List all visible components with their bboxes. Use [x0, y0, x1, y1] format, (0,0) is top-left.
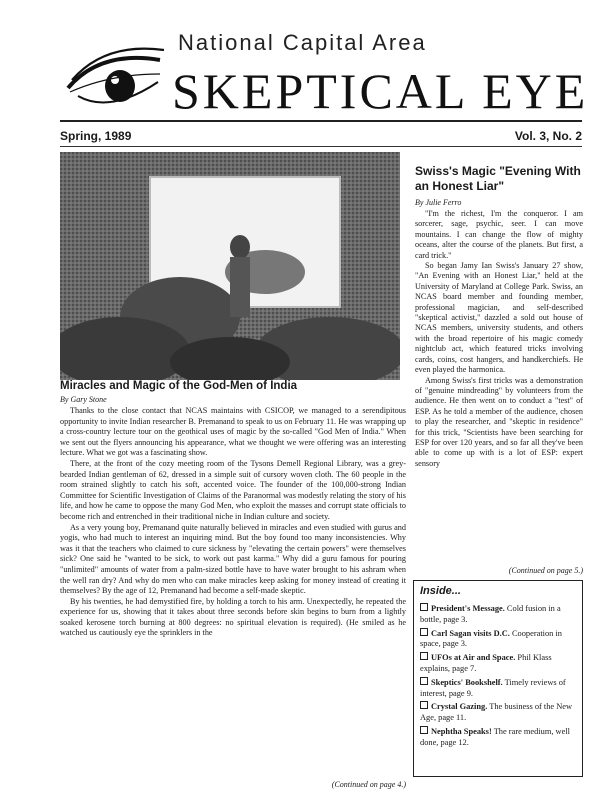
inside-item	[420, 628, 578, 651]
inside-item	[420, 726, 578, 749]
right-article-paragraph: So began Jamy Ian Swiss's January 27 show, "An Evening with an Honest Liar," held at the University of Maryland at College Park. Swiss, an NCAS board member and founding member, professional magician, and self-described "skeptical activist," dazzled a sold out house of NCAS members, university students, and others with the broad repertoire of his magic comedy nightclub act, which featured tricks involving cards, coins, cost hangers, and handkerchiefs. He even played the harmonica.	[415, 261, 583, 375]
eye-logo	[60, 30, 170, 120]
inside-item-rest: Cooperation in space, page 3.	[420, 628, 562, 649]
masthead-title: SKEPTICAL EYE	[172, 63, 589, 119]
inside-item-lead: UFOs at Air and Space.	[431, 653, 516, 663]
left-article-headline: Miracles and Magic of the God-Men of India	[60, 380, 298, 392]
masthead-rule	[60, 120, 582, 122]
inside-item	[420, 652, 578, 675]
right-article-headline: Swiss's Magic "Evening With an Honest Liar"	[415, 164, 581, 193]
left-article-byline: By Gary Stone	[60, 395, 107, 404]
checkbox-icon	[420, 603, 428, 611]
inside-item-lead: Skeptics' Bookshelf.	[431, 677, 503, 687]
inside-item	[420, 677, 578, 700]
inside-item-rest: The rare medium, well done, page 12.	[420, 726, 570, 747]
issue-date: Spring, 1989	[60, 129, 132, 143]
inside-list	[420, 603, 578, 751]
right-article-body	[415, 209, 583, 469]
inside-item-rest: Timely reviews of interest, page 9.	[420, 677, 566, 698]
checkbox-icon	[420, 628, 428, 636]
left-article-paragraph: As a very young boy, Premanand quite naturally believed in miracles and even studied with gurus and yogis, who had much to interest an inquiring mind. But the boy found too many inconsistencies. Why was it that the teachers who claimed to cure sickness by "elevating the certain powers" were themselves sick? One said he "wanted to be sick, to work out past karma." Why did a guru famous for pouring "unlimited" amounts of water from a palm-sized bottle have to have water brought to his ashram when the well ran dry? And why do men who can make miracles keep asking for money instead of creating it themselves? By the age of 12, Premanand had become a self-made skeptic.	[60, 522, 406, 596]
inside-item	[420, 701, 578, 724]
issue-rule	[60, 146, 582, 147]
left-article-body	[60, 406, 406, 639]
inside-item-lead: Crystal Gazing.	[431, 702, 488, 712]
right-article-paragraph: "I'm the richest, I'm the conqueror. I am sorcerer, sage, psychic, seer. I can move mountains. I can change the flow of mighty oceans, alter the course of the planets. But first, a card trick."	[415, 209, 583, 260]
right-article-continued: (Continued on page 5.)	[508, 566, 583, 575]
inside-item-rest: Phil Klass explains, page 7.	[420, 653, 552, 673]
inside-item-lead: Carl Sagan visits D.C.	[431, 628, 510, 638]
issue-volume: Vol. 3, No. 2	[514, 129, 582, 143]
article-photo	[60, 152, 400, 380]
checkbox-icon	[420, 677, 428, 685]
inside-item-rest: Cold fusion in a bottle, page 3.	[420, 604, 561, 624]
right-article-paragraph: Among Swiss's first tricks was a demonstration of "genuine mindreading" by volunteers from the audience. He then went on to conduct a "test" of ESP. As he told a member of the audience, chosen to play the researcher, and "skeptic in residence" for this trick, "Scientists have been searching for ESP for over 120 years, and so far all they've been able to come up with is a lot of ESP: expert sensory	[415, 375, 583, 468]
checkbox-icon	[420, 652, 428, 660]
inside-contents-box	[413, 580, 583, 777]
inside-item	[420, 603, 578, 626]
left-article-paragraph: There, at the front of the cozy meeting room of the Tysons Demell Regional Library, was a grey-bearded Indian gentleman of 62, dressed in a simple suit of cursory woven cloth. The 60 people in the room strained slightly to catch his soft, accented voice. The founder of the 100,000-strong Indian Committee for Scientific Investigation of Claims of the Paranormal was modestly relating the story of his life, and how he came to oppose the many God Men, who exploit the masses and corrupt state officials to become rich and entrenched in their traditional niche in Indian culture and society.	[60, 458, 406, 521]
left-article-paragraph: By his twenties, he had demystified fire, by holding a torch to his arm. Unexpectedly, he repeated the experience for us, showing that it takes about three seconds before skin begins to burn from a lightly soaked kerosene torch burning at 800 degrees: no spiritual elevation is required). (He smiled as he watched us cautiously eye the sprinklers in the	[60, 596, 406, 638]
checkbox-icon	[420, 726, 428, 734]
org-name: National Capital Area	[178, 30, 427, 55]
left-article-continued: (Continued on page 4.)	[331, 780, 406, 789]
inside-item-lead: Nephtha Speaks!	[431, 726, 492, 736]
checkbox-icon	[420, 701, 428, 709]
inside-item-rest: The business of the New Age, page 11.	[420, 702, 573, 723]
right-article-byline: By Julie Ferro	[415, 198, 462, 207]
left-article-paragraph: Thanks to the close contact that NCAS maintains with CSICOP, we managed to a serendipitous opportunity to invite Indian researcher B. Premanand to speak to us on February 11. He was wrapping up a cross-country lecture tour on the geothical uses of magic by the so-called "God Men of India." When we sent out the flyers announcing his appearance, what we thought we were offering was an interesting lecture. What we got was a fascinating show.	[60, 406, 406, 458]
inside-title: Inside...	[420, 585, 461, 597]
inside-item-lead: President's Message.	[431, 604, 505, 613]
